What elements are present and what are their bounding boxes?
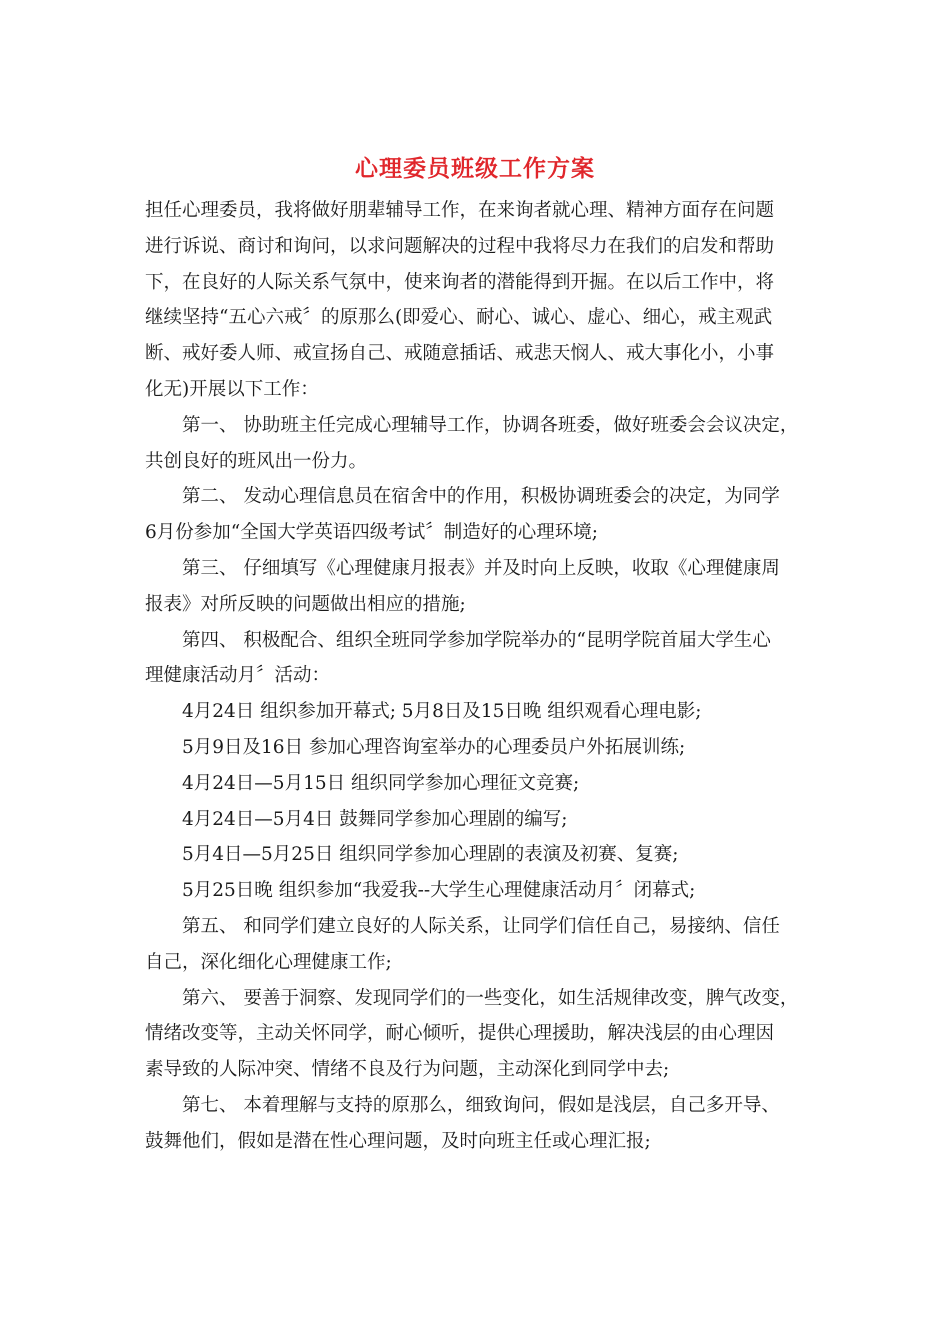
text-line: 第六、 要善于洞察、发现同学们的一些变化，如生活规律改变，脾气改变， bbox=[182, 987, 799, 1009]
text-line: 第四、 积极配合、组织全班同学参加学院举办的“昆明学院首届大学生心 bbox=[182, 629, 771, 651]
text-line: 第五、 和同学们建立良好的人际关系，让同学们信任自己，易接纳、信任 bbox=[182, 915, 780, 937]
schedule-line: 4月24日 组织参加开幕式; 5月8日及15日晚 组织观看心理电影; bbox=[182, 701, 702, 723]
text-line: 化无)开展以下工作： bbox=[145, 378, 319, 400]
text-line: 理健康活动月〞活动： bbox=[145, 665, 331, 687]
text-line: 第三、 仔细填写《心理健康月报表》并及时向上反映，收取《心理健康周 bbox=[182, 557, 780, 579]
text-line: 6月份参加“全国大学英语四级考试〞制造好的心理环境; bbox=[145, 522, 598, 544]
schedule-line: 4月24日—5月15日 组织同学参加心理征文竞赛; bbox=[182, 772, 580, 794]
text-line: 共创良好的班风出一份力。 bbox=[145, 450, 368, 472]
schedule-line: 4月24日—5月4日 鼓舞同学参加心理剧的编写; bbox=[182, 808, 568, 830]
schedule-line: 5月9日及16日 参加心理咨询室举办的心理委员户外拓展训练; bbox=[182, 736, 686, 758]
schedule-line: 5月4日—5月25日 组织同学参加心理剧的表演及初赛、复赛; bbox=[182, 844, 679, 866]
text-line: 第七、 本着理解与支持的原那么，细致询问，假如是浅层，自己多开导、 bbox=[182, 1094, 780, 1116]
text-line: 下，在良好的人际关系气氛中，使来询者的潜能得到开掘。在以后工作中，将 bbox=[145, 271, 775, 293]
text-line: 担任心理委员，我将做好朋辈辅导工作，在来询者就心理、精神方面存在问题 bbox=[145, 200, 775, 221]
text-line: 情绪改变等，主动关怀同学，耐心倾听，提供心理援助，解决浅层的由心理因 bbox=[145, 1023, 775, 1045]
text-line: 第一、 协助班主任完成心理辅导工作，协调各班委，做好班委会会议决定， bbox=[182, 414, 799, 436]
text-line: 自己，深化细化心理健康工作; bbox=[145, 951, 392, 973]
document-body bbox=[145, 193, 813, 1160]
text-line: 断、戒好委人师、戒宣扬自己、戒随意插话、戒悲天悯人、戒大事化小，小事 bbox=[145, 343, 775, 365]
text-line: 继续坚持“五心六戒〞的原那么(即爱心、耐心、诚心、虚心、细心，戒主观武 bbox=[145, 307, 773, 329]
text-line: 报表》对所反映的问题做出相应的措施; bbox=[145, 593, 466, 615]
text-line: 第二、 发动心理信息员在宿舍中的作用，积极协调班委会的决定，为同学 bbox=[182, 486, 780, 508]
text-line: 鼓舞他们，假如是潜在性心理问题，及时向班主任或心理汇报; bbox=[145, 1130, 651, 1152]
document-title: 心理委员班级工作方案 bbox=[355, 155, 595, 182]
schedule-line: 5月25日晚 组织参加“我爱我--大学生心理健康活动月〞闭幕式; bbox=[182, 880, 696, 902]
text-line: 进行诉说、商讨和询问，以求问题解决的过程中我将尽力在我们的启发和帮助 bbox=[145, 235, 775, 257]
text-line: 素导致的人际冲突、情绪不良及行为问题，主动深化到同学中去; bbox=[145, 1059, 670, 1081]
